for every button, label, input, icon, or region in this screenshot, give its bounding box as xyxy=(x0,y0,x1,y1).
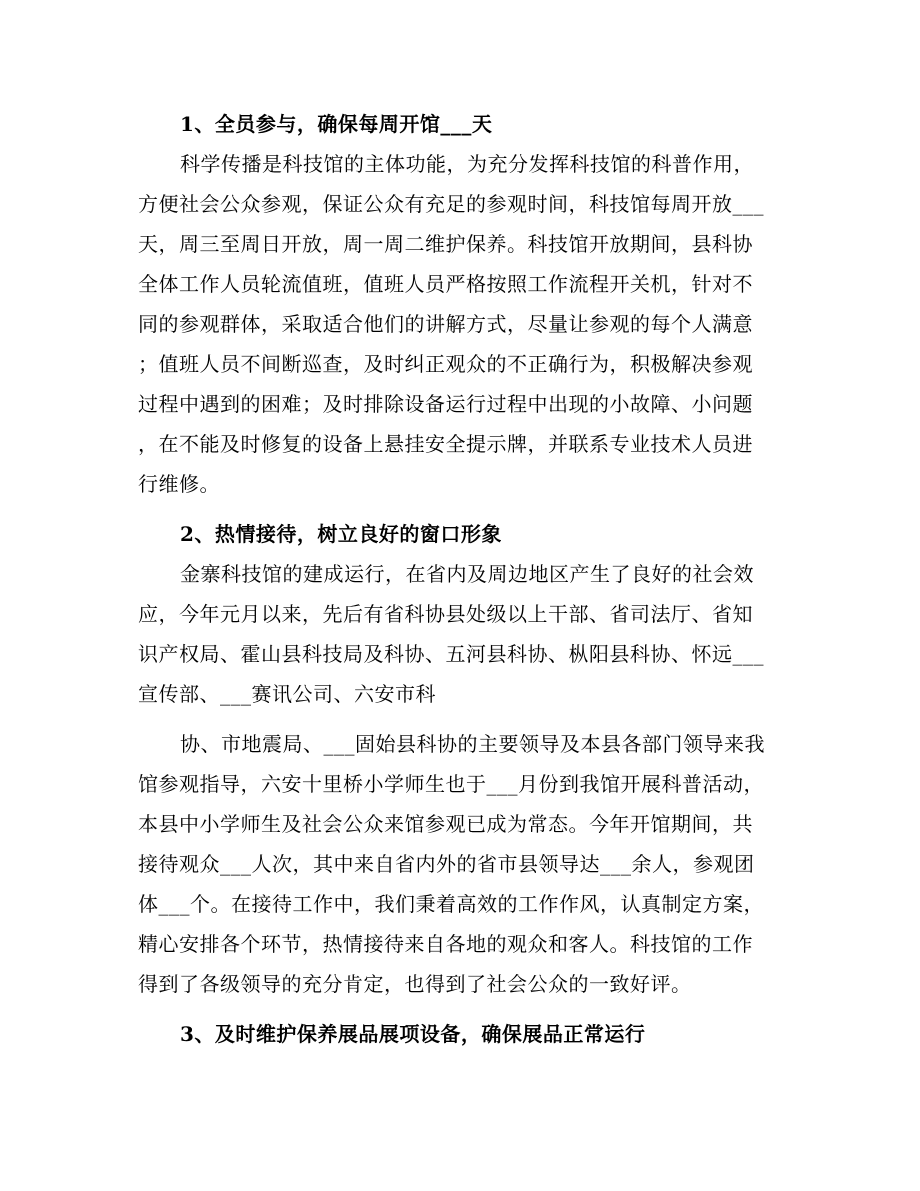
section2-para2-line-5: 体___个。在接待工作中，我们秉着高效的工作作风，认真制定方案， xyxy=(138,892,764,916)
section1-line-5: 同的参观群体，采取适合他们的讲解方式，尽量让参观的每个人满意 xyxy=(138,312,753,336)
section1-line-7: 过程中遇到的困难；及时排除设备运行过程中出现的小故障、小问题 xyxy=(138,392,753,416)
section1-line-2: 方便社会公众参观，保证公众有充足的参观时间，科技馆每周开放___ xyxy=(138,192,764,216)
section2-para2-line-4: 接待观众___人次，其中来自省内外的省市县领导达___余人，参观团 xyxy=(138,852,755,876)
section1-line-1: 科学传播是科技馆的主体功能，为充分发挥科技馆的科普作用， xyxy=(180,152,754,176)
section2-para1-line-3: 识产权局、霍山县科技局及科协、五河县科协、枞阳县科协、怀远___ xyxy=(138,642,764,666)
section1-heading: 1、全员参与，确保每周开馆___天 xyxy=(180,112,493,136)
section2-para1-line-1: 金寨科技馆的建成运行，在省内及周边地区产生了良好的社会效 xyxy=(180,562,754,586)
section1-line-6: ；值班人员不间断巡查，及时纠正观众的不正确行为，积极解决参观 xyxy=(138,352,753,376)
section2-para2-line-3: 本县中小学师生及社会公众来馆参观已成为常态。今年开馆期间，共 xyxy=(138,812,753,836)
section1-line-8: ，在不能及时修复的设备上悬挂安全提示牌，并联系专业技术人员进 xyxy=(138,432,753,456)
section2-heading: 2、热情接待，树立良好的窗口形象 xyxy=(180,522,502,546)
section2-para2-line-2: 馆参观指导，六安十里桥小学师生也于___月份到我馆开展科普活动， xyxy=(138,772,764,796)
section1-line-9: 行维修。 xyxy=(138,472,220,496)
section1-line-4: 全体工作人员轮流值班，值班人员严格按照工作流程开关机，针对不 xyxy=(138,272,753,296)
section2-para1-line-4: 宣传部、___赛讯公司、六安市科 xyxy=(138,682,436,706)
section2-para2-line-1: 协、市地震局、___固始县科协的主要领导及本县各部门领导来我 xyxy=(180,732,765,756)
section2-para1-line-2: 应，今年元月以来，先后有省科协县处级以上干部、省司法厅、省知 xyxy=(138,602,753,626)
section2-para2-line-6: 精心安排各个环节，热情接待来自各地的观众和客人。科技馆的工作 xyxy=(138,932,753,956)
section1-line-3: 天，周三至周日开放，周一周二维护保养。科技馆开放期间，县科协 xyxy=(138,232,753,256)
section3-heading: 3、及时维护保养展品展项设备，确保展品正常运行 xyxy=(180,1022,646,1046)
section2-para2-line-7: 得到了各级领导的充分肯定，也得到了社会公众的一致好评。 xyxy=(138,972,692,996)
